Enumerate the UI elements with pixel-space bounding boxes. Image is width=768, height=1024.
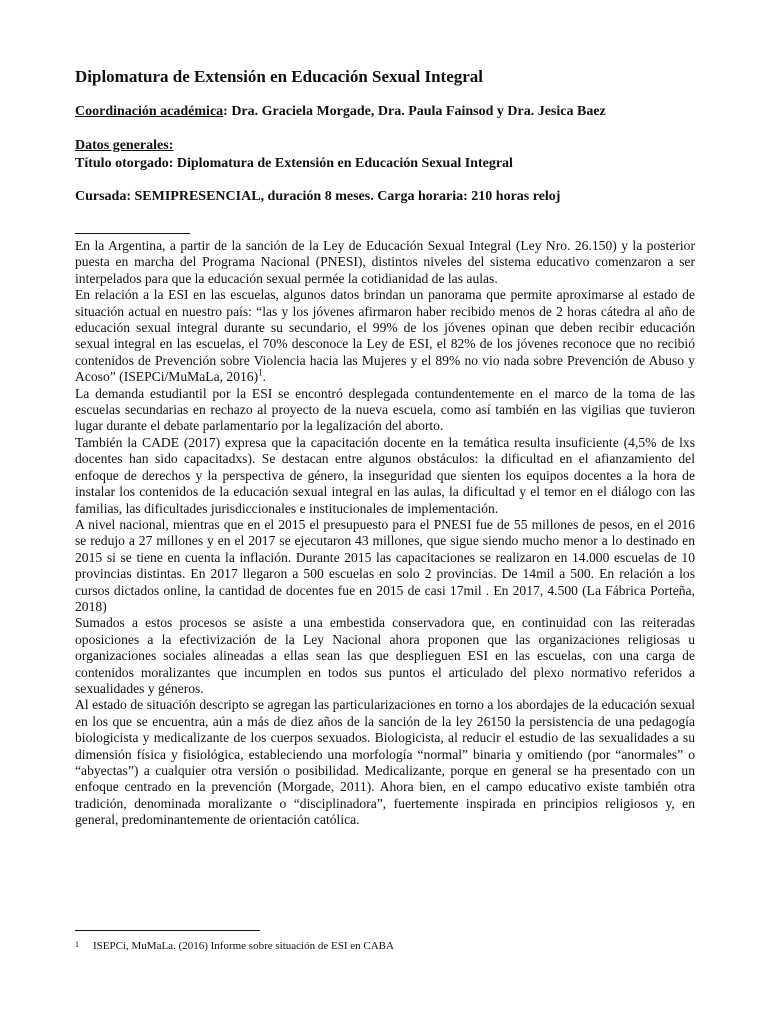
- section-divider: [75, 233, 190, 234]
- paragraph-esi-data-end: .: [262, 369, 267, 385]
- footnote-mark: 1: [75, 940, 79, 949]
- footnote-text: ISEPCi, MuMaLa. (2016) Informe sobre situación de ESI en CABA: [93, 940, 394, 952]
- coordination-names: : Dra. Graciela Morgade, Dra. Paula Fainsod y Dra. Jesica Baez: [223, 104, 606, 119]
- paragraph-student-demand: La demanda estudiantil por la ESI se encontró desplegada contundentemente en el marco de la toma de las escuelas secundarias en rechazo al proyecto de la nueva escuela, como así también en las vigilias que tuvieron lugar durante el debate parlamentario por la legalización del aborto.: [75, 385, 695, 434]
- paragraph-intro: En la Argentina, a partir de la sanción de la Ley de Educación Sexual Integral (Ley Nro. 26.150) y la posterior puesta en marcha del Programa Nacional (PNESI), distintos niveles del sistema educativo comenzaron a ser interpelados para que la educación sexual permée la cotidianidad de las aulas.: [75, 238, 695, 286]
- paragraph-approaches: Al estado de situación descripto se agregan las particularizaciones en torno a los abordajes de la educación sexual en los que se encuentra, aún a más de diez años de la sanción de la ley 26150 la persistencia de una pedagogía biologicista y medicalizante de los cuerpos sexuados. Biologicista, al reducir el estudio de las sexualidades a su dimensión física y fisiológica, estableciendo una morfología “normal” binaria y omitiendo (por “anormales” o “abyectas”) a cualquier otra versión o posibilidad. Medicalizante, porque en general se ha presentado con un enfoque centrado en la prevención (Morgade, 2011). Ahora bien, en el campo educativo existe también otra tradición, denominada moralizante o “disciplinadora”, fuertemente inspirada en principios religiosos y, en general, predominantemente de orientación católica.: [75, 697, 695, 828]
- paragraph-esi-data: [75, 287, 695, 385]
- document-title: Diplomatura de Extensión en Educación Sexual Integral: [75, 67, 484, 86]
- course-mode-line: Cursada: SEMIPRESENCIAL, duración 8 meses. Carga horaria: 210 horas reloj: [75, 189, 561, 204]
- paragraph-cade: También la CADE (2017) expresa que la capacitación docente en la temática resulta insuficiente (4,5% de lxs docentes han sido capacitadxs). Se destacan entre algunos obstáculos: la dificultad en el afianzamiento del enfoque de derechos y la perspectiva de género, la inseguridad que sienten los equipos docentes a la hora de instalar los contenidos de la educación sexual integral en las aulas, la dificultad y el temor en el diálogo con las familias, las dificultades jurisdiccionales e institucionales de implementación.: [75, 434, 695, 516]
- body-text: [75, 238, 695, 829]
- paragraph-budget: A nivel nacional, mientras que en el 2015 el presupuesto para el PNESI fue de 55 millones de pesos, en el 2016 se redujo a 27 millones y en el 2017 se ejecutaron 43 millones, que sigue siendo mucho menor a lo destinado en 2015 si se tiene en cuenta la inflación. Durante 2015 las capacitaciones se realizaron en 14.000 escuelas de 10 provincias distintas. En 2017 llegaron a 500 escuelas en solo 2 provincias. De 14mil a 500. En relación a los cursos dictados online, la cantidad de docentes fue en 2015 de casi 17mil . En 2017, 4.500 (La Fábrica Porteña, 2018): [75, 516, 695, 614]
- coordination-label: Coordinación académica: [75, 104, 224, 119]
- footnote-divider: [75, 930, 260, 931]
- general-data-block: [75, 137, 513, 173]
- footnote: [75, 940, 394, 952]
- paragraph-conservative: Sumados a estos procesos se asiste a una embestida conservadora que, en continuidad con las reiteradas oposiciones a la efectivización de la Ley Nacional ahora proponen que las organizaciones religiosas u organizaciones sociales alineadas a ellas sean las que desplieguen ESI en las escuelas, con una carga de contenidos moralizantes que incumplen en todos sus puntos el articulado del plexo normativo referidos a sexualidades y géneros.: [75, 615, 695, 696]
- coordination-line: [75, 104, 606, 120]
- general-data-heading: Datos generales:: [75, 138, 174, 153]
- paragraph-esi-data-text: En relación a la ESI en las escuelas, algunos datos brindan un panorama que permite aproximarse al estado de situación actual en nuestro país: “las y los jóvenes afirmaron haber recibido menos de 2 horas cátedra al año de educación sexual integral durante su secundario, el 99% de los jóvenes opinan que deben recibir educación sexual integral en las escuelas, el 70% desconoce la Ley de ESI, el 82% de los jóvenes reconoce que no recibió contenidos de Prevención sobre Violencia hacia las Mujeres y el 89% no vio nada sobre Prevención de Abuso y Acoso” (ISEPCi/MuMaLa, 2016): [75, 287, 695, 385]
- footnote-reference: 1: [258, 367, 263, 378]
- degree-title-line: Título otorgado: Diplomatura de Extensión en Educación Sexual Integral: [75, 156, 513, 171]
